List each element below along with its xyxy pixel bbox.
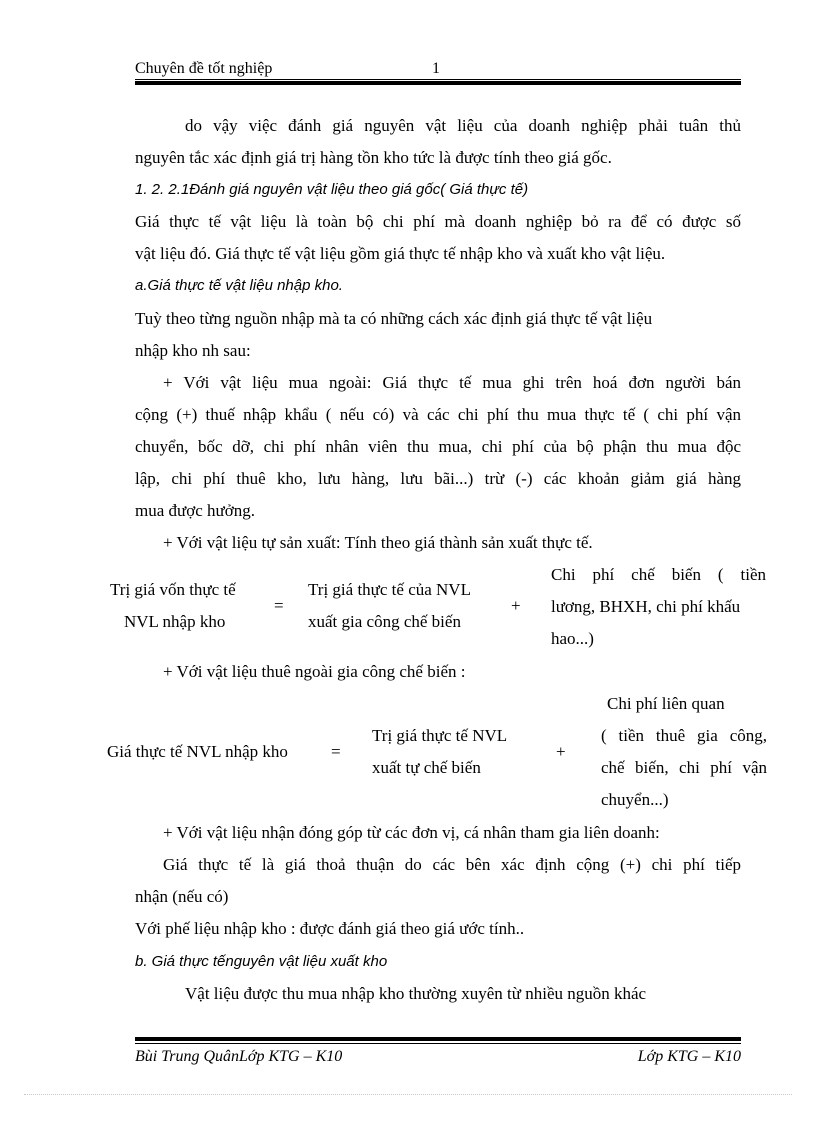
page-number: 1 [432,60,440,77]
paragraph-line: mua được hưởng. [135,501,255,520]
paragraph-line: + Với vật liệu thuê ngoài gia công chế biến : [163,662,466,681]
formula1-equals: = [274,596,284,615]
footer-class: Lớp KTG – K10 [637,1048,741,1065]
formula2-right-line3: chế biến, chi phí vận [601,758,767,777]
formula1-plus: + [511,596,521,615]
paragraph-line: cộng (+) thuế nhập khẩu ( nếu có) và các chi phí thu mua thực tế ( chi phí vận [135,405,741,424]
formula1-right-line1: Chi phí chế biến ( tiền [551,565,766,584]
header-rule-thin [135,79,741,80]
formula1-mid-line1: Trị giá thực tế của NVL [308,580,471,599]
formula2-right-line1: Chi phí liên quan [607,694,725,713]
subsection-heading: a.Giá thực tế vật liệu nhập kho. [135,277,343,294]
paragraph-line: Với phế liệu nhập kho : được đánh giá theo giá ước tính.. [135,919,525,938]
formula2-right-line4: chuyển...) [601,790,669,809]
paragraph-line: vật liệu đó. Giá thực tế vật liệu gồm giá thực tế nhập kho và xuất kho vật liệu. [135,244,666,263]
paragraph-line: + Với vật liệu nhận đóng góp từ các đơn vị, cá nhân tham gia liên doanh: [163,823,660,842]
header-title: Chuyên đề tốt nghiệp [135,60,273,77]
paragraph-line: do vậy việc đánh giá nguyên vật liệu của doanh nghiệp phải tuân thủ [185,116,741,135]
footer-author: Bùi Trung QuânLớp KTG – K10 [135,1048,343,1065]
paragraph-line: Vật liệu được thu mua nhập kho thường xuyên từ nhiều nguồn khác [185,984,647,1003]
footer-rule-thin [135,1043,741,1044]
formula1-left-line2: NVL nhập kho [124,612,226,631]
paragraph-line: nguyên tắc xác định giá trị hàng tồn kho tức là được tính theo giá gốc. [135,148,612,167]
paragraph-line: + Với vật liệu tự sản xuất: Tính theo giá thành sản xuất thực tế. [163,533,593,552]
subsection-heading: b. Giá thực tếnguyên vật liệu xuất kho [135,953,388,970]
paragraph-line: nhập kho nh sau: [135,341,251,360]
formula1-left-line1: Trị giá vốn thực tế [110,580,236,599]
paragraph-line: Giá thực tế vật liệu là toàn bộ chi phí mà doanh nghiệp bỏ ra để có được số [135,212,741,231]
formula2-plus: + [556,742,566,761]
formula1-mid-line2: xuất gia công chế biến [308,612,461,631]
footer-rule-thick [135,1037,741,1041]
paragraph-line: + Với vật liệu mua ngoài: Giá thực tế mua ghi trên hoá đơn người bán [163,373,741,392]
formula2-mid-line2: xuất tự chế biến [372,758,481,777]
formula1-right-line3: hao...) [551,629,594,648]
formula2-right-line2: ( tiền thuê gia công, [601,726,767,745]
formula2-left: Giá thực tế NVL nhập kho [107,742,288,761]
formula2-mid-line1: Trị giá thực tế NVL [372,726,508,745]
page-bottom-divider [24,1094,792,1095]
paragraph-line: Giá thực tế là giá thoả thuận do các bên xác định cộng (+) chi phí tiếp [163,855,741,874]
formula2-equals: = [331,742,341,761]
paragraph-line: chuyển, bốc dỡ, chi phí nhân viên thu mua, chi phí của bộ phận thu mua độc [135,437,741,456]
paragraph-line: Tuỳ theo từng nguồn nhập mà ta có những cách xác định giá thực tế vật liệu [135,309,653,328]
formula1-right-line2: lương, BHXH, chi phí khấu [551,597,741,616]
paragraph-line: nhận (nếu có) [135,887,229,906]
header-rule-thick [135,81,741,85]
section-heading: 1. 2. 2.1Đánh giá nguyên vật liệu theo giá gốc( Giá thực tế) [135,181,529,198]
paragraph-line: lập, chi phí thuê kho, lưu hàng, lưu bãi...) trừ (-) các khoản giảm giá hàng [135,469,741,488]
